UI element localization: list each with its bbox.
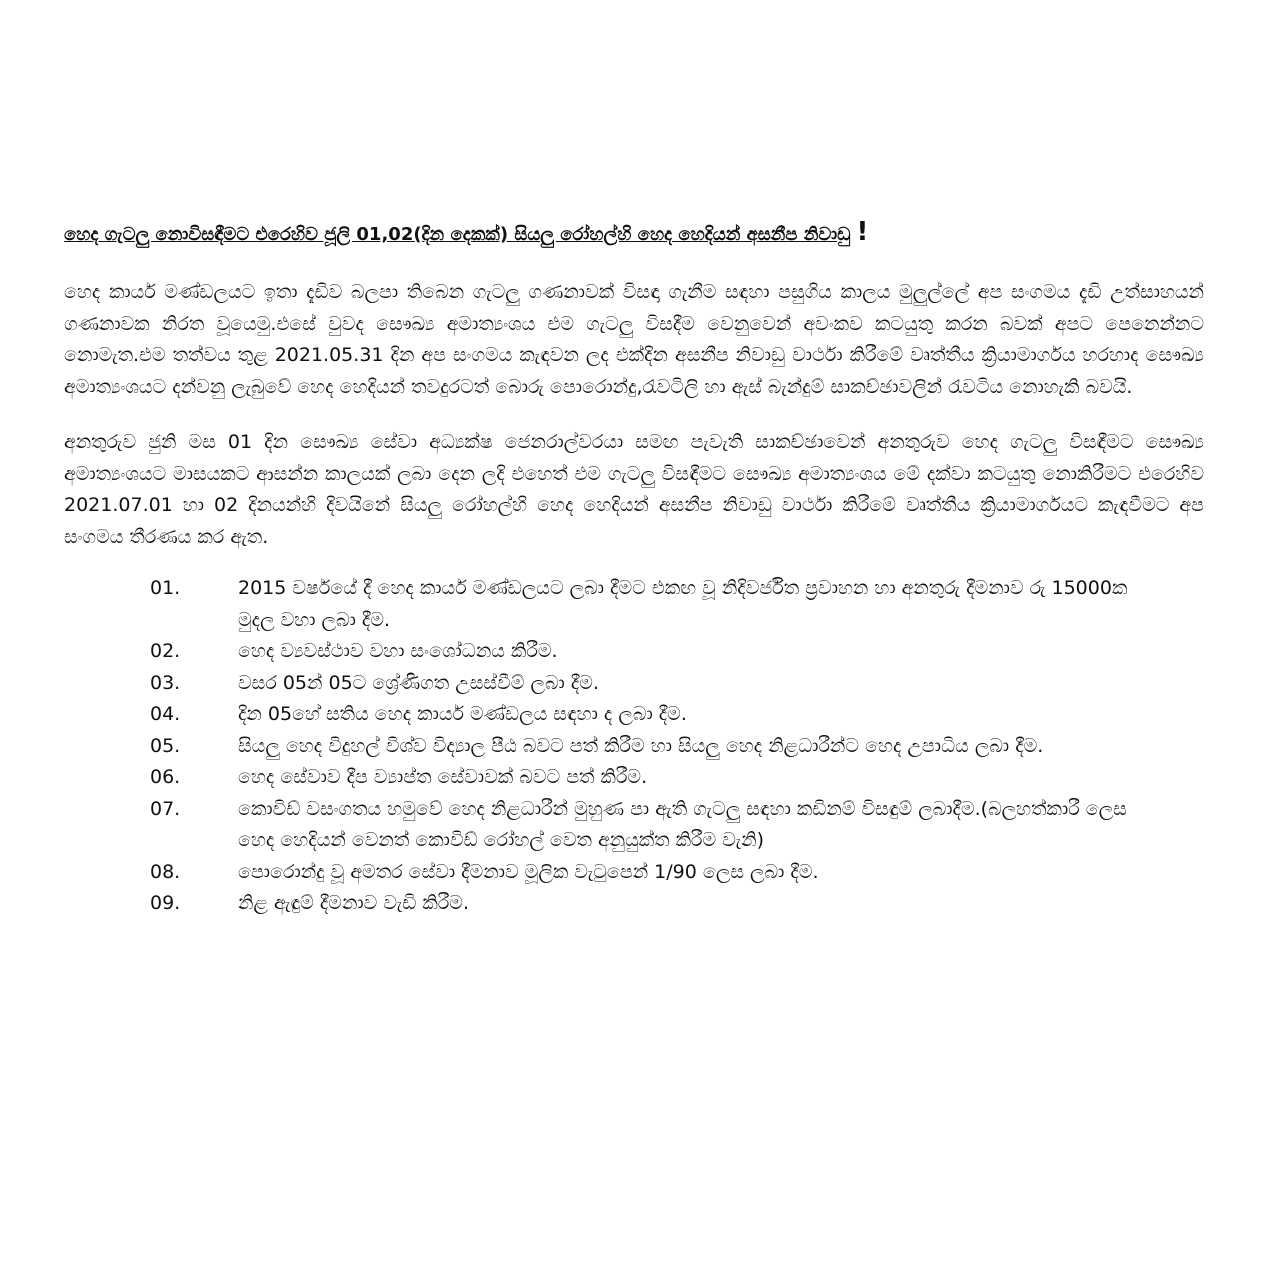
list-item <box>64 573 1204 636</box>
list-item <box>64 636 1204 668</box>
list-item-text: හෙද ව්‍යවස්ථාව වහා සංශෝධනය කිරීම. <box>238 640 558 662</box>
list-item <box>64 888 1204 920</box>
paragraph-action: අනතුරුව ජුනි මස 01 දින සෞඛ්‍ය සේවා අධ්‍යක්ෂ ජෙනරාල්වරයා සමඟ පැවැති සාකච්ඡාවෙන් අනතුරුව හෙද ගැටලු විසඳීමට සෞඛ්‍ය අමාත්‍යංශයට මාසයකට ආසන්න කාලයක් ලබා දෙන ලදි එහෙත් එම ගැටලු විසඳීමට සෞඛ්‍ය අමාත්‍යංශය මේ දක්වා කටයුතු නොකිරීමට එරෙහිව 2021.07.01 හා 02 දිනයන්හි දිවයිනේ සියලු රෝහල්හි හෙද හෙදියන් අසනීප නිවාඩු වාර්ථා කිරීමේ වෘත්තීය ක්‍රියාමාර්ගයට කැඳවීමට අප සංගමය තීරණය කර ඇත. <box>64 431 1204 548</box>
list-item-number: 01. <box>150 577 181 599</box>
list-item <box>64 762 1204 794</box>
list-item-number: 09. <box>150 892 181 914</box>
list-item-text: සියලු හෙද විදුහල් විශ්ව විද්‍යාල පීඨ බවට පත් කිරීම හා සියලු හෙද නිළධාරීන්ට හෙද උපාධිය ලබා දීම. <box>238 734 1044 757</box>
list-item-number: 07. <box>150 797 181 820</box>
document-page <box>64 216 1204 920</box>
list-item <box>64 668 1204 700</box>
list-item <box>64 857 1204 889</box>
list-item-number: 05. <box>150 734 181 757</box>
list-item-text: හෙද සේවාව දීප ව්‍යාප්ත සේවාවක් බවට පත් කිරීම. <box>238 766 648 788</box>
list-item-text: දින 05හේ සතිය හෙද කාර්ය මණ්ඩලය සඳහා ද ලබා දීම. <box>238 703 687 725</box>
document-title-text: හෙද ගැටලු නොවිසඳීමට එරෙහිව ජූලි 01,02(දින දෙකක්) සියලු රෝහල්හි හෙද හෙදියන් අසනීප නිවාඩු <box>64 224 851 245</box>
list-item-number: 08. <box>150 860 181 883</box>
list-item <box>64 794 1204 857</box>
list-item-number: 04. <box>150 703 181 725</box>
list-item <box>64 731 1204 763</box>
document-title <box>64 216 1204 251</box>
exclamation-mark: ! <box>856 217 869 247</box>
list-item-text: කොවිඩ් වසංගතය හමුවේ හෙද නිළධාරීන් මුහුණ පා ඇති ගැටලු සඳහා කඩිනම් විසඳුම් ලබාදීම.(බලහත්කාරී ලෙස හෙද හෙදියන් වෙනත් කොවිඩ් රෝහල් වෙත අනුයුක්ත කිරීම වැනි) <box>238 797 1127 851</box>
list-item-number: 02. <box>150 640 181 662</box>
list-item-number: 06. <box>150 766 181 788</box>
list-item-text: පොරොන්දු වූ අමතර සේවා දීමනාව මූලික වැටුපෙන් 1/90 ලෙස ලබා දීම. <box>238 860 819 883</box>
demands-list <box>64 573 1204 920</box>
list-item-text: 2015 වර්ෂයේ දී හෙද කාර්ය මණ්ඩලයට ලබා දීමට එකඟ වූ නිදිවර්ජිත ප්‍රවාහන හා අනතුරු දීමනාව රු 15000ක මුදල වහා ලබා දීම. <box>238 577 1128 631</box>
list-item-text: නිළ ඇඳුම් දීමනාව වැඩි කිරීම. <box>238 892 470 914</box>
list-item <box>64 699 1204 731</box>
paragraph-intro: හෙද කාර්ය මණ්ඩලයට ඉතා දැඩිව බලපා තිබෙන ගැටලු ගණනාවක් විසඳා ගැනීම සඳහා පසුගිය කාලය මුලුල්ලේ අප සංගමය දැඩි උත්සාහයන් ගණනාවක නිරත වූයෙමු.එසේ වුවද සෞඛ්‍ය අමාත්‍යංශය එම ගැටලු විසදීම වෙනුවෙන් අවංකව කටයුතු කරන බවක් අපට පෙනෙන්නට නොමැත.එම තත්වය තුළ 2021.05.31 දින අප සංගමය කැඳවන ලද එක්දින අසනීප නිවාඩු වාර්ථා කිරීමේ වෘත්තීය ක්‍රියාමාර්ගය හරහාද සෞඛ්‍ය අමාත්‍යංශයට දන්වනු ලැබුවේ හෙද හෙදියන් තවදුරටත් බොරු පොරොන්දු,රැවටිලි හා ඇස් බැන්දුම් සාකච්ඡාවලින් රැවටිය නොහැකි බවයි. <box>64 281 1204 398</box>
list-item-text: වසර 05න් 05ට ශ්‍රේණිගත උසස්වීම් ලබා දීම. <box>238 671 599 694</box>
list-item-number: 03. <box>150 671 181 694</box>
